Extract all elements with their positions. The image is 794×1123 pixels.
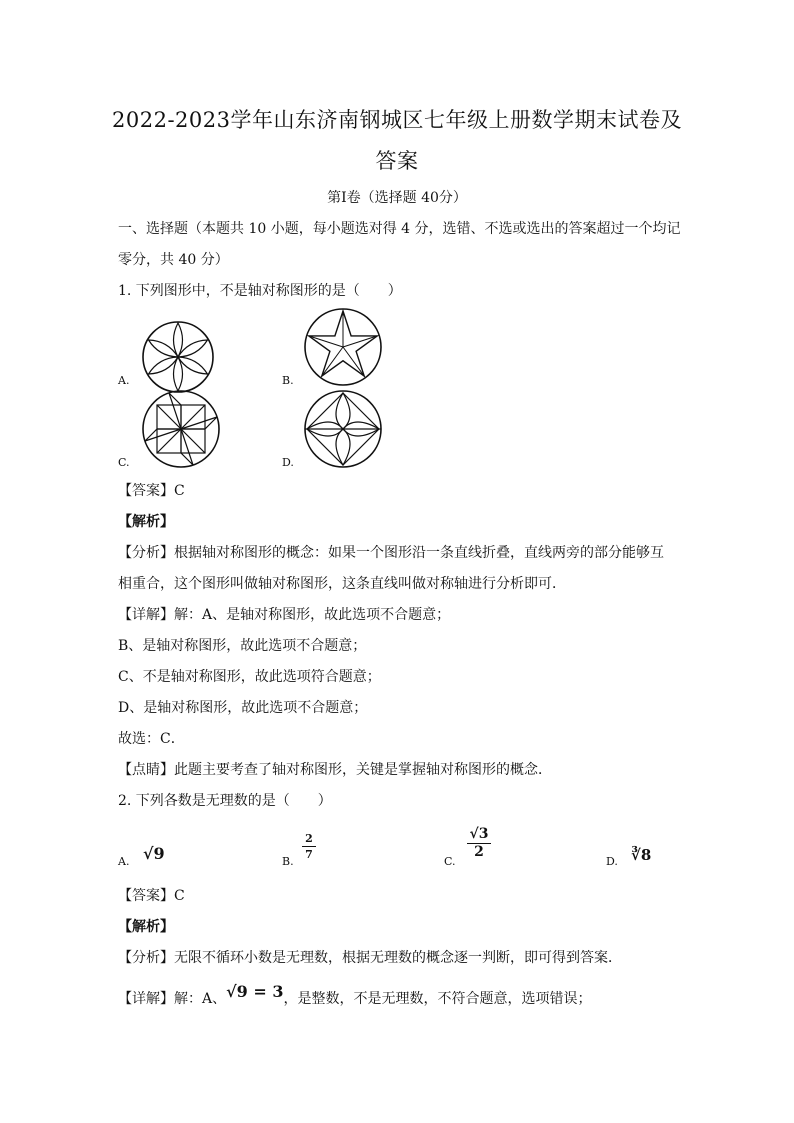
q1-label-b: B. <box>282 374 294 387</box>
q1-xiangjie-c: C、不是轴对称图形，故此选项符合题意； <box>118 669 381 685</box>
document-title-cont: 答案 <box>375 149 419 173</box>
q2-label-a: A. <box>118 855 130 868</box>
section-heading-cont: 零分，共 40 分） <box>118 252 229 268</box>
q2-xiangjie-math: √9 = 3 <box>226 982 284 1001</box>
q2-stem: 2. 下列各数是无理数的是（ ） <box>118 793 332 809</box>
q2-label-b: B. <box>282 855 294 868</box>
q1-fenxi: 【分析】根据轴对称图形的概念：如果一个图形沿一条直线折叠，直线两旁的部分能够互 <box>118 545 664 561</box>
q2-fenxi: 【分析】无限不循环小数是无理数，根据无理数的概念逐一判断，即可得到答案． <box>118 950 622 966</box>
q1-label-d: D. <box>282 456 294 469</box>
q2-xiangjie-prefix: 【详解】解：A、 <box>118 991 227 1007</box>
q2-label-d: D. <box>606 855 618 868</box>
q1-stem: 1. 下列图形中，不是轴对称图形的是（ ） <box>118 283 402 299</box>
q2-xiangjie <box>118 982 592 1008</box>
q1-xiangjie-d: D、是轴对称图形，故此选项不合题意； <box>118 700 368 716</box>
q2-option-c-fraction <box>467 827 491 860</box>
q1-label-c: C. <box>118 456 130 469</box>
q1-xiangjie-b: B、是轴对称图形，故此选项不合题意； <box>118 638 367 654</box>
q1-figure-b <box>303 307 383 387</box>
q1-label-a: A. <box>118 374 130 387</box>
q2-xiangjie-suffix: ，是整数，不是无理数，不符合题意，选项错误； <box>283 991 592 1007</box>
q2-option-c-numerator: √3 <box>469 826 489 842</box>
q2-answer: 【答案】C <box>118 888 185 904</box>
q2-option-a-math: √9 <box>143 844 165 863</box>
q1-jiexi: 【解析】 <box>118 514 174 530</box>
q2-option-b-numerator: 2 <box>305 832 313 845</box>
q1-guxuan: 故选：C． <box>118 731 185 747</box>
q2-option-d-math: ∛8 <box>631 846 652 864</box>
q2-label-c: C. <box>444 855 456 868</box>
q1-answer: 【答案】C <box>118 483 185 499</box>
q2-option-c-denominator: 2 <box>474 844 484 860</box>
part-heading: 第Ⅰ卷（选择题 40分） <box>327 190 467 206</box>
fraction-bar <box>302 846 316 847</box>
q2-option-b-denominator: 7 <box>305 848 313 861</box>
q1-xiangjie: 【详解】解：A、是轴对称图形，故此选项不合题意； <box>118 607 451 623</box>
q1-figure-a <box>141 320 215 394</box>
document-title: 2022-2023学年山东济南钢城区七年级上册数学期末试卷及 <box>112 108 682 132</box>
section-heading: 一、选择题（本题共 10 小题，每小题选对得 4 分，选错、不选或选出的答案超过一个均记 <box>118 221 681 237</box>
q1-figure-c <box>141 389 221 469</box>
q2-option-b-fraction <box>302 832 316 861</box>
q1-dianjing: 【点睛】此题主要考查了轴对称图形，关键是掌握轴对称图形的概念． <box>118 762 552 778</box>
q1-fenxi-cont: 相重合，这个图形叫做轴对称图形，这条直线叫做对称轴进行分析即可． <box>118 576 566 592</box>
q1-figure-d <box>303 389 383 469</box>
q2-jiexi: 【解析】 <box>118 919 174 935</box>
